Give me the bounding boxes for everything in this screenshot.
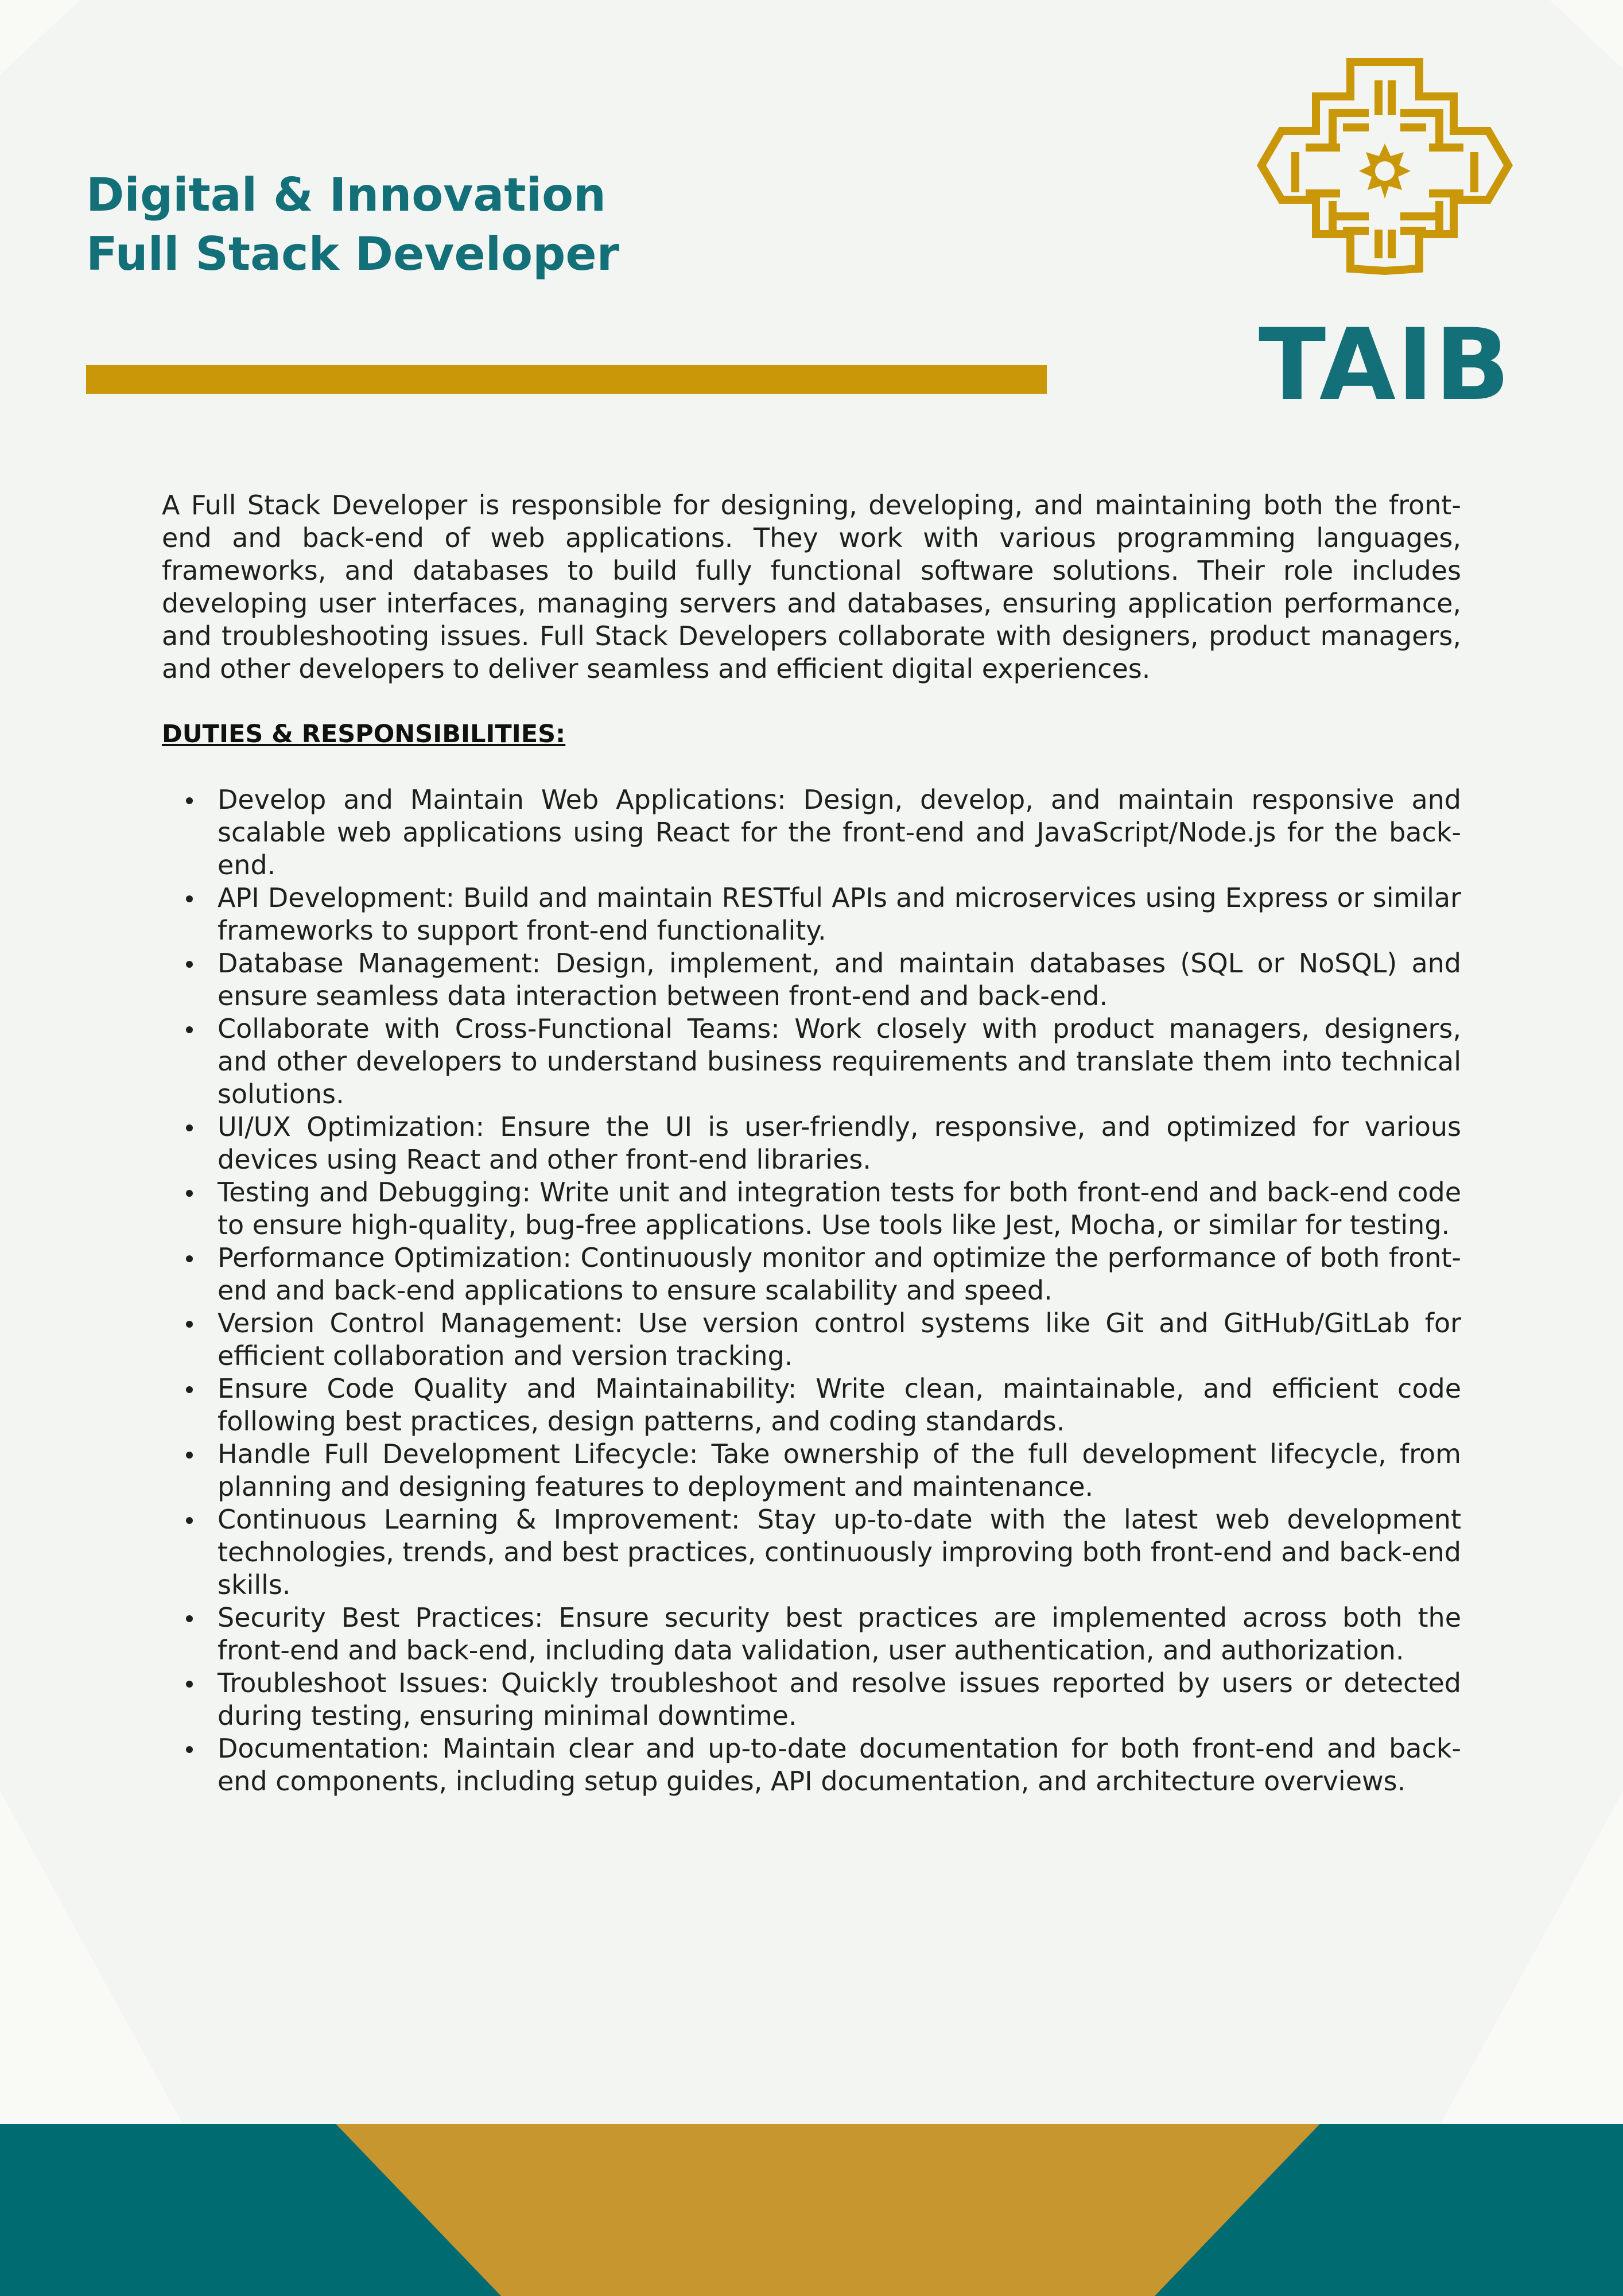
intro-paragraph: A Full Stack Developer is responsible for designing, developing, and maintaining both the front-end and back-end of web applications. They work with various programming languages, frameworks, and databases to build fully functional software solutions. Their role includes developing user interfaces, managing servers and databases, ensuring application performance, and troubleshooting issues. Full Stack Developers collaborate with designers, product managers, and other developers to deliver seamless and efficient digital experiences.	[162, 490, 1461, 684]
duty-item	[162, 1667, 1461, 1732]
duty-text: Handle Full Development Lifecycle: Take ownership of the full development lifecycle, from planning and designing features to deployment and maintenance.	[218, 1438, 1461, 1502]
duty-text: Security Best Practices: Ensure security best practices are implemented across both the front-end and back-end, including data validation, user authentication, and authorization.	[218, 1602, 1461, 1666]
duty-item	[162, 1372, 1461, 1438]
gold-divider	[86, 365, 1047, 394]
duties-heading: DUTIES & RESPONSIBILITIES:	[162, 720, 566, 748]
bullet-icon	[186, 961, 193, 968]
duty-item	[162, 1242, 1461, 1307]
bullet-icon	[186, 1026, 193, 1033]
duty-item	[162, 1732, 1461, 1798]
duty-text: Database Management: Design, implement, and maintain databases (SQL or NoSQL) and ensure seamless data interaction between front-end and back-end.	[218, 948, 1461, 1011]
bullet-icon	[186, 1517, 193, 1524]
bullet-icon	[186, 1321, 193, 1328]
duty-item	[162, 1176, 1461, 1242]
duty-text: UI/UX Optimization: Ensure the UI is user-friendly, responsive, and optimized for various devices using React and other front-end libraries.	[218, 1111, 1461, 1175]
job-description	[162, 489, 1461, 1798]
title-line-1: Digital & Innovation	[86, 168, 606, 222]
duty-text: Performance Optimization: Continuously monitor and optimize the performance of both front-end and back-end applications to ensure scalability and speed.	[218, 1242, 1461, 1306]
logo-wordmark: TAIB	[1258, 307, 1512, 422]
duty-text: Develop and Maintain Web Applications: Design, develop, and maintain responsive and scalable web applications using React for the front-end and JavaScript/Node.js for the back-end.	[218, 784, 1461, 881]
duty-item	[162, 1111, 1461, 1176]
footer-gold-trapezoid	[336, 2124, 1320, 2296]
bullet-icon	[186, 1681, 193, 1688]
page-title	[86, 165, 619, 284]
duty-text: Version Control Management: Use version control systems like Git and GitHub/GitLab for efficient collaboration and version tracking.	[218, 1308, 1461, 1371]
bullet-icon	[186, 1746, 193, 1753]
duty-text: Troubleshoot Issues: Quickly troubleshoot and resolve issues reported by users or detected during testing, ensuring minimal downtime.	[218, 1667, 1461, 1731]
duty-text: API Development: Build and maintain RESTful APIs and microservices using Express or similar frameworks to support front-end functionality.	[218, 882, 1461, 946]
duty-text: Documentation: Maintain clear and up-to-date documentation for both front-end and back-end components, including setup guides, API documentation, and architecture overviews.	[218, 1733, 1461, 1797]
bullet-icon	[186, 895, 193, 902]
bullet-icon	[186, 1452, 193, 1459]
bullet-icon	[186, 1124, 193, 1131]
duty-item	[162, 947, 1461, 1013]
bullet-icon	[186, 1615, 193, 1622]
duty-item	[162, 1503, 1461, 1601]
bullet-icon	[186, 1255, 193, 1262]
taib-logo	[1257, 57, 1513, 422]
duties-list	[162, 784, 1461, 1798]
duty-item	[162, 784, 1461, 882]
duty-text: Collaborate with Cross-Functional Teams: Work closely with product managers, designers, and other developers to understand business requirements and translate them into technical solutions.	[218, 1013, 1461, 1110]
duty-item	[162, 1438, 1461, 1503]
duty-text: Ensure Code Quality and Maintainability: Write clean, maintainable, and efficient code following best practices, design patterns, and coding standards.	[218, 1373, 1461, 1437]
duty-item	[162, 1013, 1461, 1111]
kufic-calligraphy-emblem-icon	[1257, 57, 1513, 276]
duty-item	[162, 1601, 1461, 1667]
bullet-icon	[186, 797, 193, 804]
bullet-icon	[186, 1386, 193, 1393]
title-line-2: Full Stack Developer	[86, 227, 620, 281]
duty-item	[162, 882, 1461, 947]
duty-text: Continuous Learning & Improvement: Stay up-to-date with the latest web development technologies, trends, and best practices, continuously improving both front-end and back-end skills.	[218, 1504, 1461, 1600]
bullet-icon	[186, 1190, 193, 1197]
duty-item	[162, 1307, 1461, 1372]
duty-text: Testing and Debugging: Write unit and integration tests for both front-end and back-end code to ensure high-quality, bug-free applications. Use tools like Jest, Mocha, or similar for testing.	[218, 1177, 1461, 1240]
